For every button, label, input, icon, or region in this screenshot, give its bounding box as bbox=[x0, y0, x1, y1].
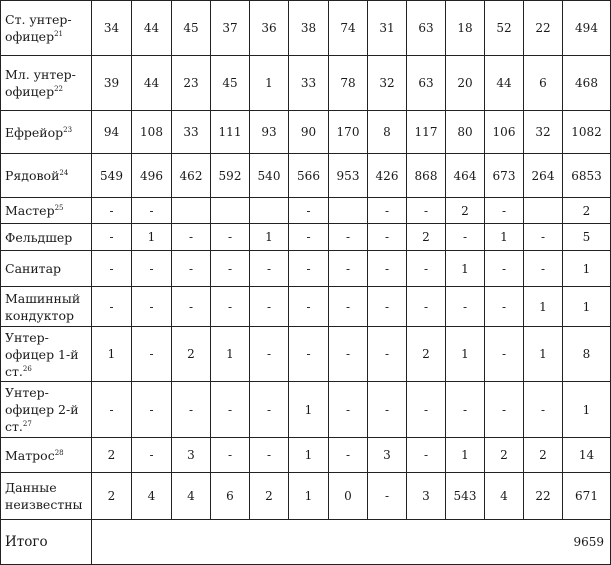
table-cell: - bbox=[250, 287, 289, 327]
table-row bbox=[1, 198, 611, 224]
table-cell: 592 bbox=[211, 154, 250, 198]
table-cell: - bbox=[368, 198, 407, 224]
table-cell: - bbox=[250, 251, 289, 287]
table-cell: 6 bbox=[211, 473, 250, 520]
table-cell: - bbox=[211, 251, 250, 287]
table-cell: - bbox=[524, 382, 563, 438]
table-cell: - bbox=[485, 198, 524, 224]
table-row bbox=[1, 287, 611, 327]
table-cell: 38 bbox=[289, 1, 329, 56]
table-cell: 2 bbox=[92, 438, 132, 473]
table-cell: - bbox=[329, 224, 368, 251]
table-cell: - bbox=[132, 287, 172, 327]
table-cell: - bbox=[485, 327, 524, 382]
table-cell: 4 bbox=[132, 473, 172, 520]
table-cell: 8 bbox=[368, 111, 407, 154]
table-cell: 20 bbox=[446, 56, 485, 111]
table-cell bbox=[250, 198, 289, 224]
table-cell: - bbox=[172, 251, 211, 287]
row-label bbox=[1, 111, 92, 154]
table-cell: - bbox=[446, 287, 485, 327]
table-cell: 1 bbox=[250, 56, 289, 111]
table-cell: 44 bbox=[132, 56, 172, 111]
table-row bbox=[1, 438, 611, 473]
table-cell: 36 bbox=[250, 1, 289, 56]
table-cell: 3 bbox=[368, 438, 407, 473]
table-cell: - bbox=[485, 287, 524, 327]
table-cell: 117 bbox=[407, 111, 446, 154]
table-cell: 671 bbox=[563, 473, 611, 520]
table-body bbox=[1, 1, 611, 565]
table-cell: 74 bbox=[329, 1, 368, 56]
row-label bbox=[1, 224, 92, 251]
table-cell: - bbox=[446, 382, 485, 438]
table-row bbox=[1, 251, 611, 287]
table-cell: 1 bbox=[563, 382, 611, 438]
table-cell: 63 bbox=[407, 56, 446, 111]
table-cell: 2 bbox=[407, 224, 446, 251]
table-cell: 868 bbox=[407, 154, 446, 198]
table-cell: - bbox=[368, 382, 407, 438]
table-cell: - bbox=[172, 287, 211, 327]
table-cell: 45 bbox=[211, 56, 250, 111]
table-cell: 1 bbox=[250, 224, 289, 251]
table-cell: 1082 bbox=[563, 111, 611, 154]
table-cell: - bbox=[407, 287, 446, 327]
table-cell: 6 bbox=[524, 56, 563, 111]
table-cell: 32 bbox=[368, 56, 407, 111]
row-label-text: Матрос bbox=[5, 447, 55, 463]
table-cell: 22 bbox=[524, 1, 563, 56]
table-cell: - bbox=[132, 251, 172, 287]
table-cell: - bbox=[211, 382, 250, 438]
row-label-text: Данные неизвестны bbox=[5, 480, 83, 512]
table-cell: 1 bbox=[289, 382, 329, 438]
table-row bbox=[1, 382, 611, 438]
table-cell: 170 bbox=[329, 111, 368, 154]
table-cell: 2 bbox=[446, 198, 485, 224]
row-label-text: Мл. унтер-офицер bbox=[5, 67, 76, 99]
footnote-ref: 24 bbox=[59, 168, 69, 177]
table-cell: - bbox=[289, 327, 329, 382]
table-cell: 2 bbox=[92, 473, 132, 520]
row-label-text: Рядовой bbox=[5, 168, 60, 183]
table-cell: 14 bbox=[563, 438, 611, 473]
table-cell: - bbox=[289, 251, 329, 287]
table-cell: 549 bbox=[92, 154, 132, 198]
row-label bbox=[1, 198, 92, 224]
table-cell: - bbox=[329, 382, 368, 438]
table-cell: 2 bbox=[485, 438, 524, 473]
table-cell: 39 bbox=[92, 56, 132, 111]
table-cell bbox=[211, 198, 250, 224]
total-label: Итого bbox=[1, 520, 92, 565]
table-cell: 106 bbox=[485, 111, 524, 154]
table-cell: - bbox=[485, 382, 524, 438]
footnote-ref: 26 bbox=[22, 364, 32, 373]
table-cell: 496 bbox=[132, 154, 172, 198]
table-cell: 3 bbox=[407, 473, 446, 520]
table-cell: 1 bbox=[563, 251, 611, 287]
total-row bbox=[1, 520, 611, 565]
table-cell: - bbox=[407, 438, 446, 473]
footnote-ref: 28 bbox=[54, 448, 64, 457]
table-cell: - bbox=[211, 438, 250, 473]
row-label-text: Фельдшер bbox=[5, 229, 73, 245]
table-row bbox=[1, 327, 611, 382]
table-cell: - bbox=[92, 224, 132, 251]
row-label bbox=[1, 251, 92, 287]
row-label-text: Машинный кондуктор bbox=[5, 290, 81, 323]
table-cell: - bbox=[132, 198, 172, 224]
table-cell: - bbox=[289, 287, 329, 327]
table-cell: 1 bbox=[132, 224, 172, 251]
row-label bbox=[1, 56, 92, 111]
table-cell: 108 bbox=[132, 111, 172, 154]
table-cell: 462 bbox=[172, 154, 211, 198]
table-cell: 673 bbox=[485, 154, 524, 198]
table-cell: 464 bbox=[446, 154, 485, 198]
table-cell: - bbox=[329, 251, 368, 287]
table-cell: 6853 bbox=[563, 154, 611, 198]
table-cell: 2 bbox=[407, 327, 446, 382]
footnote-ref: 21 bbox=[54, 29, 64, 38]
table-cell: 1 bbox=[289, 438, 329, 473]
table-cell: 111 bbox=[211, 111, 250, 154]
table-cell: 63 bbox=[407, 1, 446, 56]
table-row bbox=[1, 1, 611, 56]
table-cell: - bbox=[329, 327, 368, 382]
table-cell: 1 bbox=[563, 287, 611, 327]
table-cell: 1 bbox=[446, 251, 485, 287]
row-label-text: Унтер-офицер 1-й ст. bbox=[5, 329, 79, 379]
row-label bbox=[1, 382, 92, 438]
table-row bbox=[1, 224, 611, 251]
table-cell: 44 bbox=[485, 56, 524, 111]
table-cell: - bbox=[368, 287, 407, 327]
table-cell: - bbox=[132, 438, 172, 473]
table-cell: 2 bbox=[172, 327, 211, 382]
table-cell: 93 bbox=[250, 111, 289, 154]
table-row bbox=[1, 154, 611, 198]
row-label-text: Мастер bbox=[5, 203, 55, 218]
table-cell: 1 bbox=[485, 224, 524, 251]
table-cell: 426 bbox=[368, 154, 407, 198]
table-cell: 2 bbox=[524, 438, 563, 473]
table-cell: - bbox=[289, 198, 329, 224]
table-cell: 1 bbox=[211, 327, 250, 382]
table-cell: - bbox=[92, 287, 132, 327]
table-cell: 34 bbox=[92, 1, 132, 56]
table-cell: 1 bbox=[289, 473, 329, 520]
table-cell: 45 bbox=[172, 1, 211, 56]
row-label-text: Ефрейор bbox=[5, 124, 64, 140]
footnote-ref: 23 bbox=[63, 125, 73, 134]
table-cell: - bbox=[132, 327, 172, 382]
table-cell: 4 bbox=[172, 473, 211, 520]
table-cell: 2 bbox=[250, 473, 289, 520]
total-value: 9659 bbox=[92, 520, 611, 565]
table-cell: 4 bbox=[485, 473, 524, 520]
table-cell: 52 bbox=[485, 1, 524, 56]
footnote-ref: 22 bbox=[54, 84, 64, 93]
table-cell: 78 bbox=[329, 56, 368, 111]
row-label-text: Санитар bbox=[5, 261, 62, 276]
table-cell: - bbox=[289, 224, 329, 251]
table-cell: 33 bbox=[289, 56, 329, 111]
table-cell: 1 bbox=[524, 287, 563, 327]
table-cell: - bbox=[368, 327, 407, 382]
table-cell: - bbox=[446, 224, 485, 251]
table-cell: 1 bbox=[446, 438, 485, 473]
table-cell bbox=[524, 198, 563, 224]
table-row bbox=[1, 111, 611, 154]
table-cell: - bbox=[250, 382, 289, 438]
table-cell: - bbox=[407, 251, 446, 287]
table-cell: 264 bbox=[524, 154, 563, 198]
table-cell: 1 bbox=[92, 327, 132, 382]
table-cell: - bbox=[172, 382, 211, 438]
table-cell: 80 bbox=[446, 111, 485, 154]
table-cell: - bbox=[92, 251, 132, 287]
table-cell: - bbox=[132, 382, 172, 438]
table-row bbox=[1, 56, 611, 111]
table-cell: 23 bbox=[172, 56, 211, 111]
table-cell: - bbox=[211, 287, 250, 327]
table-cell: 90 bbox=[289, 111, 329, 154]
table-cell: - bbox=[92, 198, 132, 224]
table-cell: - bbox=[329, 438, 368, 473]
table-cell: - bbox=[368, 224, 407, 251]
footnote-ref: 27 bbox=[22, 419, 32, 428]
table-cell: - bbox=[407, 382, 446, 438]
table-cell: 31 bbox=[368, 1, 407, 56]
table-cell bbox=[172, 198, 211, 224]
row-label bbox=[1, 438, 92, 473]
table-cell: 32 bbox=[524, 111, 563, 154]
row-label bbox=[1, 473, 92, 520]
table-cell: 1 bbox=[524, 327, 563, 382]
table-cell bbox=[329, 198, 368, 224]
table-cell: 953 bbox=[329, 154, 368, 198]
table-cell: 494 bbox=[563, 1, 611, 56]
table-cell: 37 bbox=[211, 1, 250, 56]
footnote-ref: 25 bbox=[54, 203, 64, 212]
table-cell: 540 bbox=[250, 154, 289, 198]
table-cell: - bbox=[407, 198, 446, 224]
table-cell: - bbox=[172, 224, 211, 251]
row-label bbox=[1, 154, 92, 198]
table-cell: 94 bbox=[92, 111, 132, 154]
row-label bbox=[1, 327, 92, 382]
table-cell: 468 bbox=[563, 56, 611, 111]
table-cell: - bbox=[211, 224, 250, 251]
table-cell: 566 bbox=[289, 154, 329, 198]
table-cell: - bbox=[329, 287, 368, 327]
row-label bbox=[1, 1, 92, 56]
table-cell: - bbox=[250, 327, 289, 382]
table-cell: 2 bbox=[563, 198, 611, 224]
table-cell: 1 bbox=[446, 327, 485, 382]
table-cell: 8 bbox=[563, 327, 611, 382]
table-cell: - bbox=[92, 382, 132, 438]
table-cell: - bbox=[485, 251, 524, 287]
table-cell: 543 bbox=[446, 473, 485, 520]
table-cell: - bbox=[524, 224, 563, 251]
table-cell: 18 bbox=[446, 1, 485, 56]
table-cell: - bbox=[368, 251, 407, 287]
table-cell: 44 bbox=[132, 1, 172, 56]
table-cell: 0 bbox=[329, 473, 368, 520]
table-cell: 22 bbox=[524, 473, 563, 520]
row-label bbox=[1, 287, 92, 327]
table-cell: 5 bbox=[563, 224, 611, 251]
row-label-text: Ст. унтер-офицер bbox=[5, 12, 72, 44]
table-cell: - bbox=[368, 473, 407, 520]
row-label-text: Унтер-офицер 2-й ст. bbox=[5, 385, 79, 434]
table-cell: - bbox=[524, 251, 563, 287]
table-cell: 33 bbox=[172, 111, 211, 154]
table-cell: 3 bbox=[172, 438, 211, 473]
table-row bbox=[1, 473, 611, 520]
table-cell: - bbox=[250, 438, 289, 473]
